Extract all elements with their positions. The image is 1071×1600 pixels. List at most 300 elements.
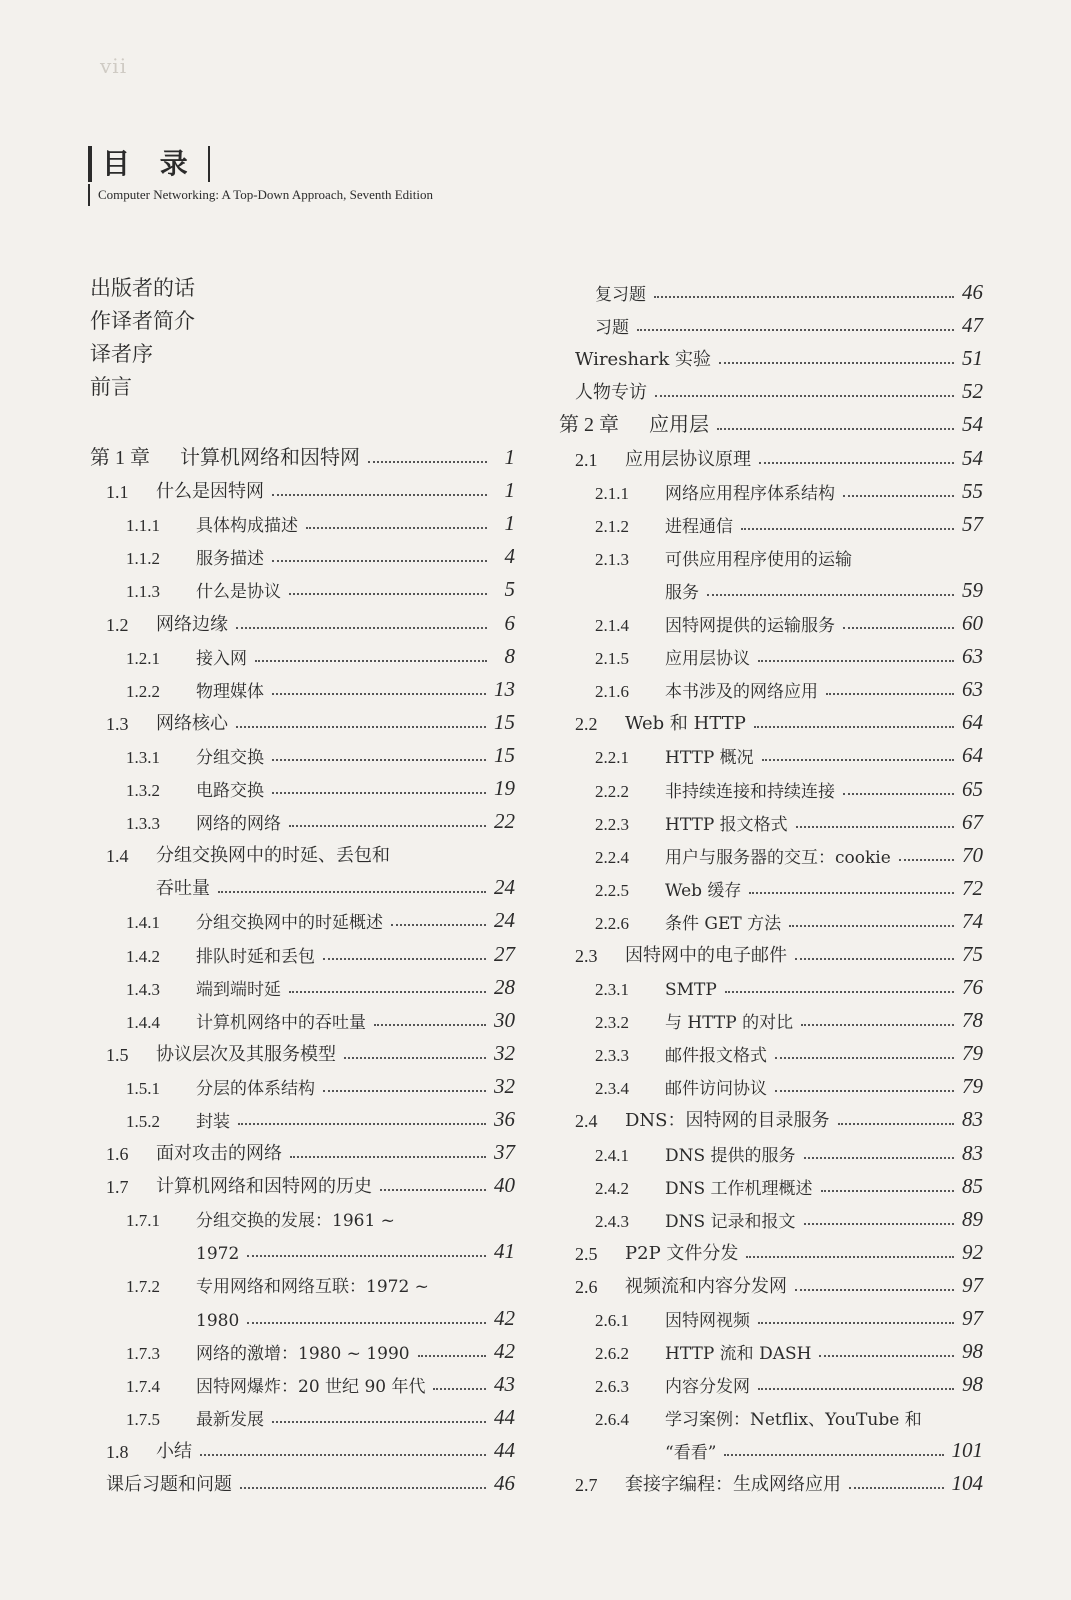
toc-entry-title: 与 HTTP 的对比 (665, 1013, 794, 1034)
toc-entry-page: 32 (494, 1073, 515, 1098)
toc-leader-dots (368, 461, 487, 463)
toc-entry[interactable] (559, 1099, 983, 1132)
toc-entry[interactable] (559, 338, 983, 371)
toc-entry-page: 41 (494, 1239, 515, 1264)
toc-entry[interactable] (90, 801, 515, 834)
toc-entry[interactable] (90, 1331, 515, 1364)
toc-entry-number: 1.5.1 (126, 1078, 160, 1098)
toc-entry-title: Wireshark 实验 (575, 349, 711, 371)
toc-entry-number: 2.1.6 (595, 682, 629, 702)
toc-entry[interactable] (90, 1132, 515, 1165)
toc-entry-number: 1.4.3 (126, 979, 160, 999)
toc-entry-page: 97 (962, 1272, 983, 1297)
toc-entry[interactable] (90, 1264, 515, 1297)
toc-leader-dots (391, 924, 486, 926)
toc-entry-number: 1.1.1 (126, 516, 160, 536)
toc-entry-page: 97 (962, 1306, 983, 1330)
toc-entry-title: 什么是因特网 (156, 481, 264, 503)
toc-entry[interactable] (559, 537, 983, 570)
toc-entry-page: 1 (504, 511, 515, 536)
toc-entry-page: 8 (504, 643, 515, 668)
toc-entry-number: 1.7.5 (126, 1409, 160, 1429)
toc-entry-number: 1.4 (106, 846, 129, 867)
toc-entry-title: 邮件访问协议 (665, 1079, 767, 1100)
toc-leader-dots (247, 1322, 486, 1324)
toc-leader-dots (899, 859, 954, 861)
toc-entry[interactable] (559, 1430, 983, 1463)
toc-entry[interactable] (90, 669, 515, 702)
toc-entry-page: 78 (962, 1008, 983, 1033)
toc-entry-title: 课后习题和问题 (106, 1474, 232, 1495)
toc-entry-number: 2.6 (575, 1276, 598, 1297)
toc-entry-title: 网络应用程序体系结构 (665, 483, 835, 504)
toc-entry[interactable] (559, 305, 983, 338)
toc-leader-dots (801, 1024, 954, 1026)
toc-entry-page: 13 (494, 676, 515, 701)
toc-leader-dots (380, 1189, 486, 1191)
toc-leader-dots (775, 1090, 954, 1092)
toc-entry-title: 电路交换 (196, 781, 264, 802)
toc-entry-page: 79 (962, 1041, 983, 1066)
toc-entry-title: 因特网提供的运输服务 (665, 616, 835, 637)
toc-entry-title: 因特网爆炸：20 世纪 90 年代 (196, 1376, 426, 1397)
toc-entry-title: 因特网视频 (665, 1311, 750, 1331)
toc-entry[interactable] (90, 1066, 515, 1099)
toc-entry[interactable] (559, 802, 983, 835)
toc-entry-page: 42 (494, 1305, 515, 1330)
toc-entry-title: 邮件报文格式 (665, 1046, 767, 1067)
toc-entry-title: HTTP 流和 DASH (665, 1344, 812, 1365)
toc-entry-number: 1.7.1 (126, 1211, 160, 1231)
toc-entry-number: 1.4.1 (126, 913, 160, 933)
toc-leader-dots (826, 693, 954, 695)
toc-entry-title: 复习题 (595, 285, 646, 306)
toc-entry[interactable] (559, 1298, 983, 1331)
front-matter-item[interactable]: 作译者简介 (90, 309, 195, 333)
toc-entry-number: 2.3.3 (595, 1046, 629, 1066)
toc-entry[interactable] (90, 967, 515, 1000)
toc-entry[interactable] (90, 1165, 515, 1198)
toc-entry[interactable] (90, 437, 515, 470)
toc-entry[interactable] (90, 1430, 515, 1463)
toc-entry-page: 1 (504, 478, 515, 503)
toc-leader-dots (637, 329, 954, 331)
toc-entry[interactable] (559, 868, 983, 901)
toc-entry-number: 2.3.4 (595, 1079, 629, 1099)
toc-entry[interactable] (559, 1166, 983, 1199)
toc-entry[interactable] (90, 768, 515, 801)
toc-entry-number: 1.8 (106, 1441, 129, 1462)
toc-entry-title: DNS 记录和报文 (665, 1211, 796, 1232)
toc-entry-title: 应用层协议原理 (625, 448, 751, 470)
toc-entry-title: 计算机网络和因特网的历史 (156, 1176, 372, 1198)
toc-entry-number: 2.2.1 (595, 748, 629, 768)
toc-entry-title: 因特网中的电子邮件 (625, 944, 787, 966)
toc-entry-title: 吞吐量 (156, 878, 210, 900)
toc-leader-dots (789, 925, 954, 927)
toc-entry-number: 2.1.1 (595, 483, 629, 503)
toc-entry-page: 40 (494, 1173, 515, 1198)
toc-entry-title: 排队时延和丢包 (196, 946, 315, 967)
toc-leader-dots (741, 528, 954, 530)
toc-leader-dots (749, 892, 954, 894)
toc-entry-number: 1.3 (106, 713, 129, 734)
toc-left-column (90, 437, 515, 1496)
toc-leader-dots (344, 1057, 486, 1059)
toc-leader-dots (804, 1157, 954, 1159)
toc-leader-dots (200, 1454, 486, 1456)
toc-header (88, 146, 433, 206)
toc-entry-page: 104 (951, 1471, 983, 1496)
toc-leader-dots (795, 958, 954, 960)
toc-entry[interactable] (559, 934, 983, 967)
toc-entry-title: 视频流和内容分发网 (625, 1275, 787, 1297)
toc-entry-title: 套接字编程：生成网络应用 (625, 1474, 841, 1496)
toc-leader-dots (804, 1223, 954, 1225)
book-subtitle: Computer Networking: A Top-Down Approach, Seventh Edition (88, 184, 433, 206)
toc-entry[interactable] (90, 867, 515, 900)
toc-entry-number: 2.3 (575, 945, 598, 966)
toc-entry[interactable] (90, 569, 515, 602)
toc-entry-title: HTTP 概况 (665, 748, 754, 769)
toc-entry-title: 协议层次及其服务模型 (156, 1043, 336, 1065)
toc-leader-dots (843, 627, 954, 629)
toc-entry-number: 1.1.3 (126, 582, 160, 602)
toc-entry[interactable] (559, 1232, 983, 1265)
toc-entry[interactable] (559, 1066, 983, 1099)
toc-leader-dots (758, 1388, 954, 1390)
toc-entry-number: 1.7.4 (126, 1376, 160, 1396)
toc-leader-dots (762, 759, 954, 761)
toc-entry-title: 本书涉及的网络应用 (665, 682, 818, 703)
front-matter-item[interactable]: 前言 (90, 375, 132, 399)
toc-entry[interactable] (559, 1033, 983, 1066)
toc-entry-page: 98 (962, 1339, 983, 1364)
toc-entry-title: DNS：因特网的目录服务 (625, 1110, 830, 1132)
toc-entry-title: HTTP 报文格式 (665, 814, 788, 835)
toc-leader-dots (796, 826, 954, 828)
toc-entry-title: 可供应用程序使用的运输 (665, 549, 852, 570)
toc-entry-page: 22 (494, 809, 515, 834)
toc-leader-dots (272, 494, 487, 496)
toc-leader-dots (272, 759, 486, 761)
toc-entry-page: 55 (962, 478, 983, 503)
toc-entry-page: 74 (962, 908, 983, 933)
toc-leader-dots (655, 395, 954, 397)
toc-leader-dots (272, 792, 486, 794)
toc-entry-number: 2.4.2 (595, 1178, 629, 1198)
toc-leader-dots (289, 825, 486, 827)
toc-entry[interactable] (90, 1231, 515, 1264)
toc-entry-title: 面对攻击的网络 (156, 1143, 282, 1165)
toc-entry-title: 物理媒体 (196, 681, 264, 702)
toc-leader-dots (323, 1090, 486, 1092)
toc-leader-dots (238, 1123, 486, 1125)
toc-entry-number: 1.4.2 (126, 946, 160, 966)
toc-leader-dots (843, 495, 954, 497)
toc-entry-page: 42 (494, 1338, 515, 1363)
toc-entry-number: 1.7.2 (126, 1277, 160, 1297)
toc-entry-page: 64 (962, 710, 983, 735)
toc-entry-number: 1.6 (106, 1144, 129, 1165)
toc-leader-dots (819, 1355, 954, 1357)
toc-entry-title: 最新发展 (196, 1409, 264, 1430)
toc-entry-page: 36 (494, 1106, 515, 1131)
toc-leader-dots (843, 793, 954, 795)
toc-entry-number: 2.1.4 (595, 616, 629, 636)
toc-entry-page: 54 (962, 412, 983, 437)
toc-entry-page: 60 (962, 611, 983, 636)
toc-leader-dots (240, 1487, 486, 1489)
toc-entry-number: 2.1.2 (595, 516, 629, 536)
toc-entry-number: 第 1 章 (90, 447, 150, 470)
toc-entry-title: 网络的网络 (196, 814, 281, 835)
toc-entry-title: 计算机网络中的吞吐量 (196, 1012, 366, 1033)
toc-entry-title: 1980 (196, 1310, 240, 1331)
toc-entry[interactable] (559, 702, 983, 735)
toc-entry[interactable] (90, 470, 515, 503)
toc-entry-title: DNS 提供的服务 (665, 1145, 796, 1166)
toc-leader-dots (707, 594, 954, 596)
toc-entry[interactable] (90, 834, 515, 867)
toc-entry-number: 2.6.3 (595, 1377, 629, 1397)
toc-entry[interactable] (90, 1000, 515, 1033)
toc-entry-number: 1.7 (106, 1177, 129, 1198)
toc-entry-page: 89 (962, 1206, 983, 1231)
toc-entry-title: 什么是协议 (196, 582, 281, 603)
toc-entry-number: 2.3.2 (595, 1013, 629, 1033)
toc-entry-number: 1.1 (106, 482, 129, 503)
toc-leader-dots (236, 726, 486, 728)
toc-entry-page: 64 (962, 743, 983, 768)
toc-entry-page: 43 (494, 1371, 515, 1396)
toc-entry[interactable] (559, 570, 983, 603)
toc-entry[interactable] (90, 900, 515, 933)
toc-leader-dots (754, 726, 954, 728)
toc-entry[interactable] (559, 404, 983, 437)
toc-entry-title: P2P 文件分发 (625, 1242, 739, 1264)
toc-leader-dots (724, 1454, 943, 1456)
toc-entry[interactable] (90, 636, 515, 669)
toc-entry[interactable] (559, 835, 983, 868)
toc-entry-page: 4 (504, 544, 515, 569)
toc-entry[interactable] (559, 437, 983, 470)
toc-entry-page: 79 (962, 1074, 983, 1099)
toc-entry-title: 条件 GET 方法 (665, 913, 782, 934)
toc-entry-number: 1.3.1 (126, 747, 160, 767)
toc-entry[interactable] (559, 1364, 983, 1397)
toc-right-column (559, 272, 983, 1496)
toc-entry-number: 1.3.2 (126, 781, 160, 801)
toc-entry-title: 习题 (595, 318, 629, 339)
toc-entry-page: 30 (494, 1007, 515, 1032)
toc-leader-dots (717, 428, 954, 430)
toc-leader-dots (725, 991, 954, 993)
toc-entry-number: 2.6.4 (595, 1410, 629, 1430)
toc-entry[interactable] (559, 669, 983, 702)
toc-leader-dots (289, 593, 487, 595)
toc-entry[interactable] (90, 1397, 515, 1430)
toc-leader-dots (236, 627, 487, 629)
toc-leader-dots (255, 660, 487, 662)
toc-entry-number: 2.5 (575, 1243, 598, 1264)
toc-entry-title: 进程通信 (665, 516, 733, 537)
toc-entry[interactable] (90, 536, 515, 569)
toc-entry[interactable] (90, 735, 515, 768)
toc-entry-page: 44 (494, 1404, 515, 1429)
toc-entry[interactable] (559, 1265, 983, 1298)
toc-entry[interactable] (559, 471, 983, 504)
toc-entry[interactable] (559, 735, 983, 768)
toc-entry-title: 分层的体系结构 (196, 1078, 315, 1099)
toc-entry[interactable] (90, 602, 515, 635)
toc-entry[interactable] (559, 371, 983, 404)
toc-entry-page: 37 (494, 1140, 515, 1165)
toc-entry[interactable] (90, 1297, 515, 1330)
toc-entry[interactable] (90, 1099, 515, 1132)
toc-entry-page: 24 (494, 908, 515, 933)
toc-leader-dots (323, 958, 486, 960)
toc-entry-title: DNS 工作机理概述 (665, 1178, 813, 1199)
toc-entry-title: 分组交换网中的时延概述 (196, 913, 383, 934)
toc-entry-page: 46 (494, 1471, 515, 1495)
toc-entry-page: 85 (962, 1173, 983, 1198)
toc-leader-dots (746, 1256, 954, 1258)
toc-entry-page: 83 (962, 1140, 983, 1165)
toc-entry-number: 2.4 (575, 1111, 598, 1132)
toc-entry[interactable] (559, 901, 983, 934)
toc-entry-title: 应用层协议 (665, 649, 750, 670)
toc-entry-page: 59 (962, 577, 983, 602)
toc-leader-dots (272, 560, 487, 562)
toc-entry-number: 1.5.2 (126, 1111, 160, 1131)
toc-entry[interactable] (559, 272, 983, 305)
toc-entry-page: 63 (962, 644, 983, 669)
toc-entry[interactable] (90, 1364, 515, 1397)
toc-leader-dots (775, 1057, 954, 1059)
toc-entry-title: 内容分发网 (665, 1377, 750, 1398)
toc-entry-page: 32 (494, 1040, 515, 1065)
toc-entry-title: Web 和 HTTP (625, 713, 746, 735)
toc-leader-dots (433, 1388, 486, 1390)
toc-entry[interactable] (559, 768, 983, 801)
toc-entry-page: 70 (962, 842, 983, 867)
toc-leader-dots (306, 527, 487, 529)
toc-entry-number: 2.2.2 (595, 781, 629, 801)
toc-entry[interactable] (559, 967, 983, 1000)
toc-entry[interactable] (559, 1463, 983, 1496)
toc-entry-number: 2.2.5 (595, 880, 629, 900)
toc-entry-title: 端到端时延 (196, 979, 281, 1000)
front-matter-item[interactable]: 译者序 (90, 342, 153, 366)
toc-entry-number: 1.2.2 (126, 681, 160, 701)
toc-entry[interactable] (90, 1198, 515, 1231)
toc-leader-dots (758, 660, 954, 662)
toc-entry[interactable] (559, 1199, 983, 1232)
toc-entry-number: 1.2 (106, 614, 129, 635)
toc-entry-page: 27 (494, 941, 515, 966)
toc-entry-page: 54 (962, 445, 983, 470)
toc-entry-page: 72 (962, 875, 983, 900)
toc-entry-title: 分组交换网中的时延、丢包和 (156, 845, 390, 867)
toc-entry-number: 1.1.2 (126, 549, 160, 569)
toc-leader-dots (218, 891, 486, 893)
toc-entry-number: 2.2.3 (595, 814, 629, 834)
toc-entry[interactable] (559, 1397, 983, 1430)
front-matter-item[interactable]: 出版者的话 (90, 276, 195, 300)
toc-entry[interactable] (559, 1132, 983, 1165)
toc-entry-page: 101 (951, 1438, 983, 1463)
toc-leader-dots (838, 1123, 954, 1125)
toc-leader-dots (247, 1255, 486, 1257)
toc-leader-dots (374, 1024, 486, 1026)
toc-entry-number: 2.1.3 (595, 549, 629, 569)
toc-leader-dots (272, 693, 486, 695)
toc-entry-page: 75 (962, 941, 983, 966)
toc-entry-number: 1.7.3 (126, 1343, 160, 1363)
toc-entry-title: 应用层 (649, 412, 709, 437)
toc-entry-title: 用户与服务器的交互：cookie (665, 847, 891, 868)
toc-entry-title: 专用网络和网络互联：1972 ~ (196, 1277, 429, 1298)
toc-leader-dots (719, 362, 954, 364)
toc-entry-page: 92 (962, 1239, 983, 1264)
toc-entry-page: 65 (962, 776, 983, 801)
toc-entry-number: 2.2.6 (595, 913, 629, 933)
toc-leader-dots (272, 1421, 486, 1423)
toc-entry-title: 网络边缘 (156, 613, 228, 635)
toc-entry[interactable] (90, 702, 515, 735)
toc-entry-page: 15 (494, 709, 515, 734)
toc-entry-page: 19 (494, 776, 515, 801)
toc-entry-number: 2.6.1 (595, 1311, 629, 1330)
toc-entry-number: 1.5 (106, 1044, 129, 1065)
toc-entry[interactable] (559, 1000, 983, 1033)
toc-entry-number: 2.4.3 (595, 1211, 629, 1231)
toc-leader-dots (289, 991, 486, 993)
toc-title: 目 录 (88, 146, 210, 182)
toc-entry[interactable] (559, 1331, 983, 1364)
toc-entry-title: 具体构成描述 (196, 516, 298, 537)
toc-entry-title: 非持续连接和持续连接 (665, 781, 835, 802)
toc-entry-number: 2.4.1 (595, 1145, 629, 1165)
toc-entry[interactable] (559, 504, 983, 537)
toc-entry-page: 5 (504, 577, 515, 602)
toc-leader-dots (654, 296, 954, 298)
toc-entry[interactable] (90, 933, 515, 966)
toc-entry-title: 学习案例：Netflix、YouTube 和 (665, 1410, 922, 1431)
toc-entry-number: 1.4.4 (126, 1012, 160, 1032)
toc-entry-number: 2.3.1 (595, 980, 629, 1000)
toc-entry[interactable] (90, 1033, 515, 1066)
toc-entry-number: 1.2.1 (126, 648, 160, 668)
toc-leader-dots (795, 1289, 954, 1291)
toc-entry[interactable] (559, 636, 983, 669)
toc-entry-title: 计算机网络和因特网 (180, 445, 360, 470)
toc-entry[interactable] (90, 503, 515, 536)
toc-entry[interactable] (559, 603, 983, 636)
toc-entry-number: 2.7 (575, 1475, 598, 1496)
toc-entry-title: 小结 (156, 1440, 192, 1462)
toc-entry-page: 15 (494, 742, 515, 767)
toc-entry[interactable] (90, 1463, 515, 1496)
toc-entry-title: SMTP (665, 980, 717, 1001)
toc-entry-number: 2.6.2 (595, 1344, 629, 1364)
toc-entry-number: 第 2 章 (559, 414, 619, 437)
toc-entry-title: 分组交换 (196, 747, 264, 768)
toc-entry-page: 1 (504, 445, 515, 470)
toc-entry-page: 24 (494, 875, 515, 900)
toc-entry-page: 6 (504, 610, 515, 635)
